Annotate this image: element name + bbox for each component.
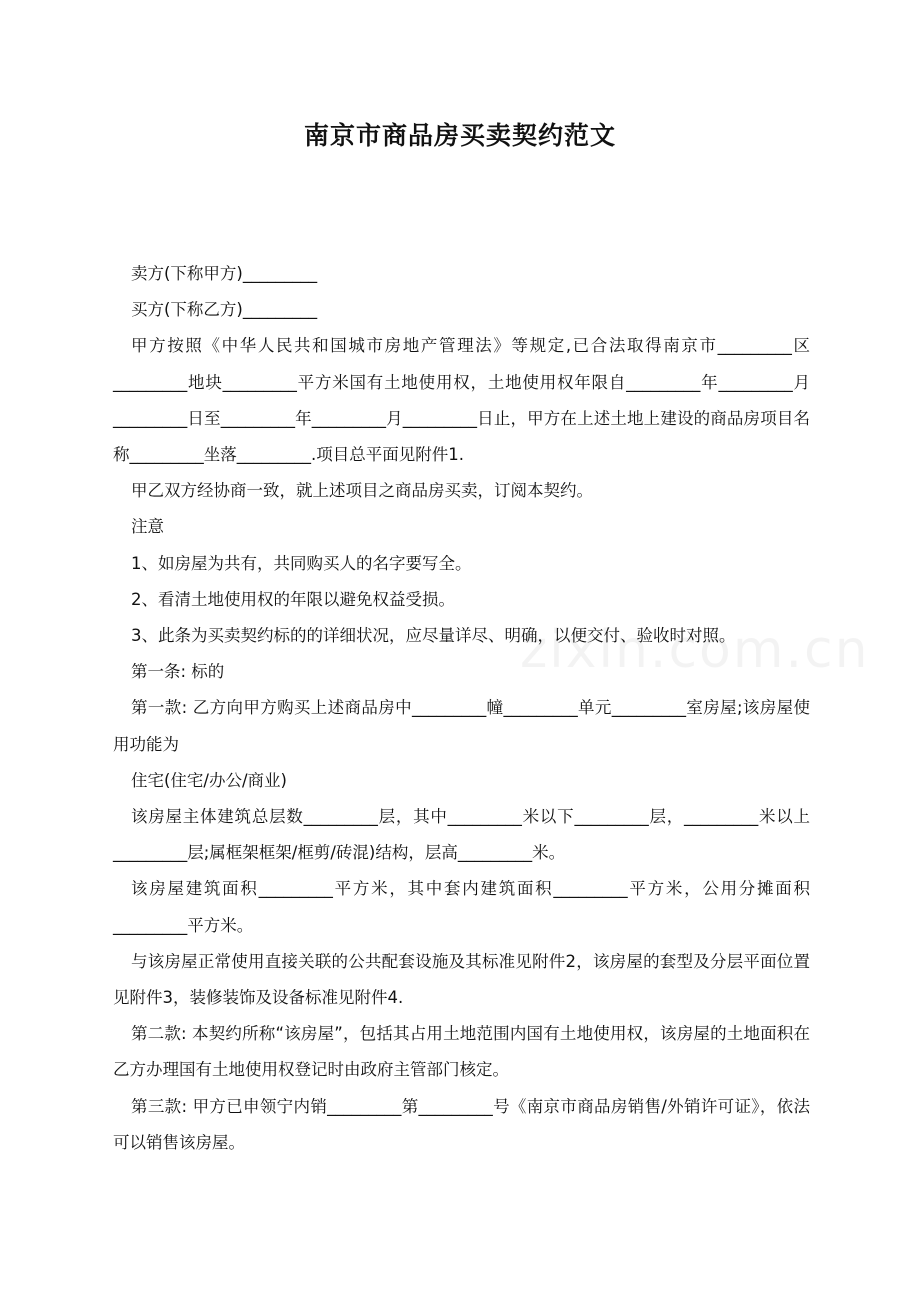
clause-2-paragraph: 第二款: 本契约所称“该房屋”，包括其占用土地范围内国有土地使用权，该房屋的土地面积在乙方办理国有土地使用权登记时由政府主管部门核定。 (113, 1024, 810, 1080)
buyer-line: 买方(下称乙方)_________ (131, 300, 318, 320)
document-title: 南京市商品房买卖契约范文 (303, 121, 616, 150)
note-item-1: 1、如房屋为共有，共同购买人的名字要写全。 (131, 553, 472, 573)
clause-3-paragraph: 第三款: 甲方已申领宁内销_________第_________号《南京市商品房销售/外销许可证》，依法可以销售该房屋。 (113, 1096, 810, 1152)
facilities-paragraph: 与该房屋正常使用直接关联的公共配套设施及其标准见附件2，该房屋的套型及分层平面位置见附件3，装修装饰及设备标准见附件4. (113, 951, 810, 1008)
clause-1-paragraph: 第一款: 乙方向甲方购买上述商品房中_________幢_________单元_________室房屋;该房屋使用功能为 (113, 698, 810, 754)
note-item-3: 3、此条为买卖契约标的的详细状况，应尽量详尽、明确，以便交付、验收时对照。 (131, 626, 736, 646)
land-use-paragraph: 甲方按照《中华人民共和国城市房地产管理法》等规定,已合法取得南京市_________区_________地块_________平方米国有土地使用权，土地使用权年限自_________年_________月_________日至_________年_________月_________日止，甲方在上述土地上建设的商品房项目名称_________坐落_________.项目总平面见附件1. (113, 336, 810, 465)
document-body (113, 256, 810, 1161)
note-heading: 注意 (131, 517, 164, 537)
note-item-2: 2、看清土地使用权的年限以避免权益受损。 (131, 589, 455, 609)
agreement-paragraph: 甲乙双方经协商一致，就上述项目之商品房买卖，订阅本契约。 (131, 481, 593, 501)
seller-line: 卖方(下称甲方)_________ (131, 264, 318, 283)
article-1-heading: 第一条: 标的 (131, 662, 225, 682)
area-paragraph: 该房屋建筑面积_________平方米，其中套内建筑面积_________平方米，公用分摊面积_________平方米。 (113, 879, 810, 935)
floors-paragraph: 该房屋主体建筑总层数_________层，其中_________米以下_________层，_________米以上_________层;属框架框架/框剪/砖混)结构，层高_________米。 (113, 807, 810, 863)
usage-line: 住宅(住宅/办公/商业) (131, 770, 287, 790)
